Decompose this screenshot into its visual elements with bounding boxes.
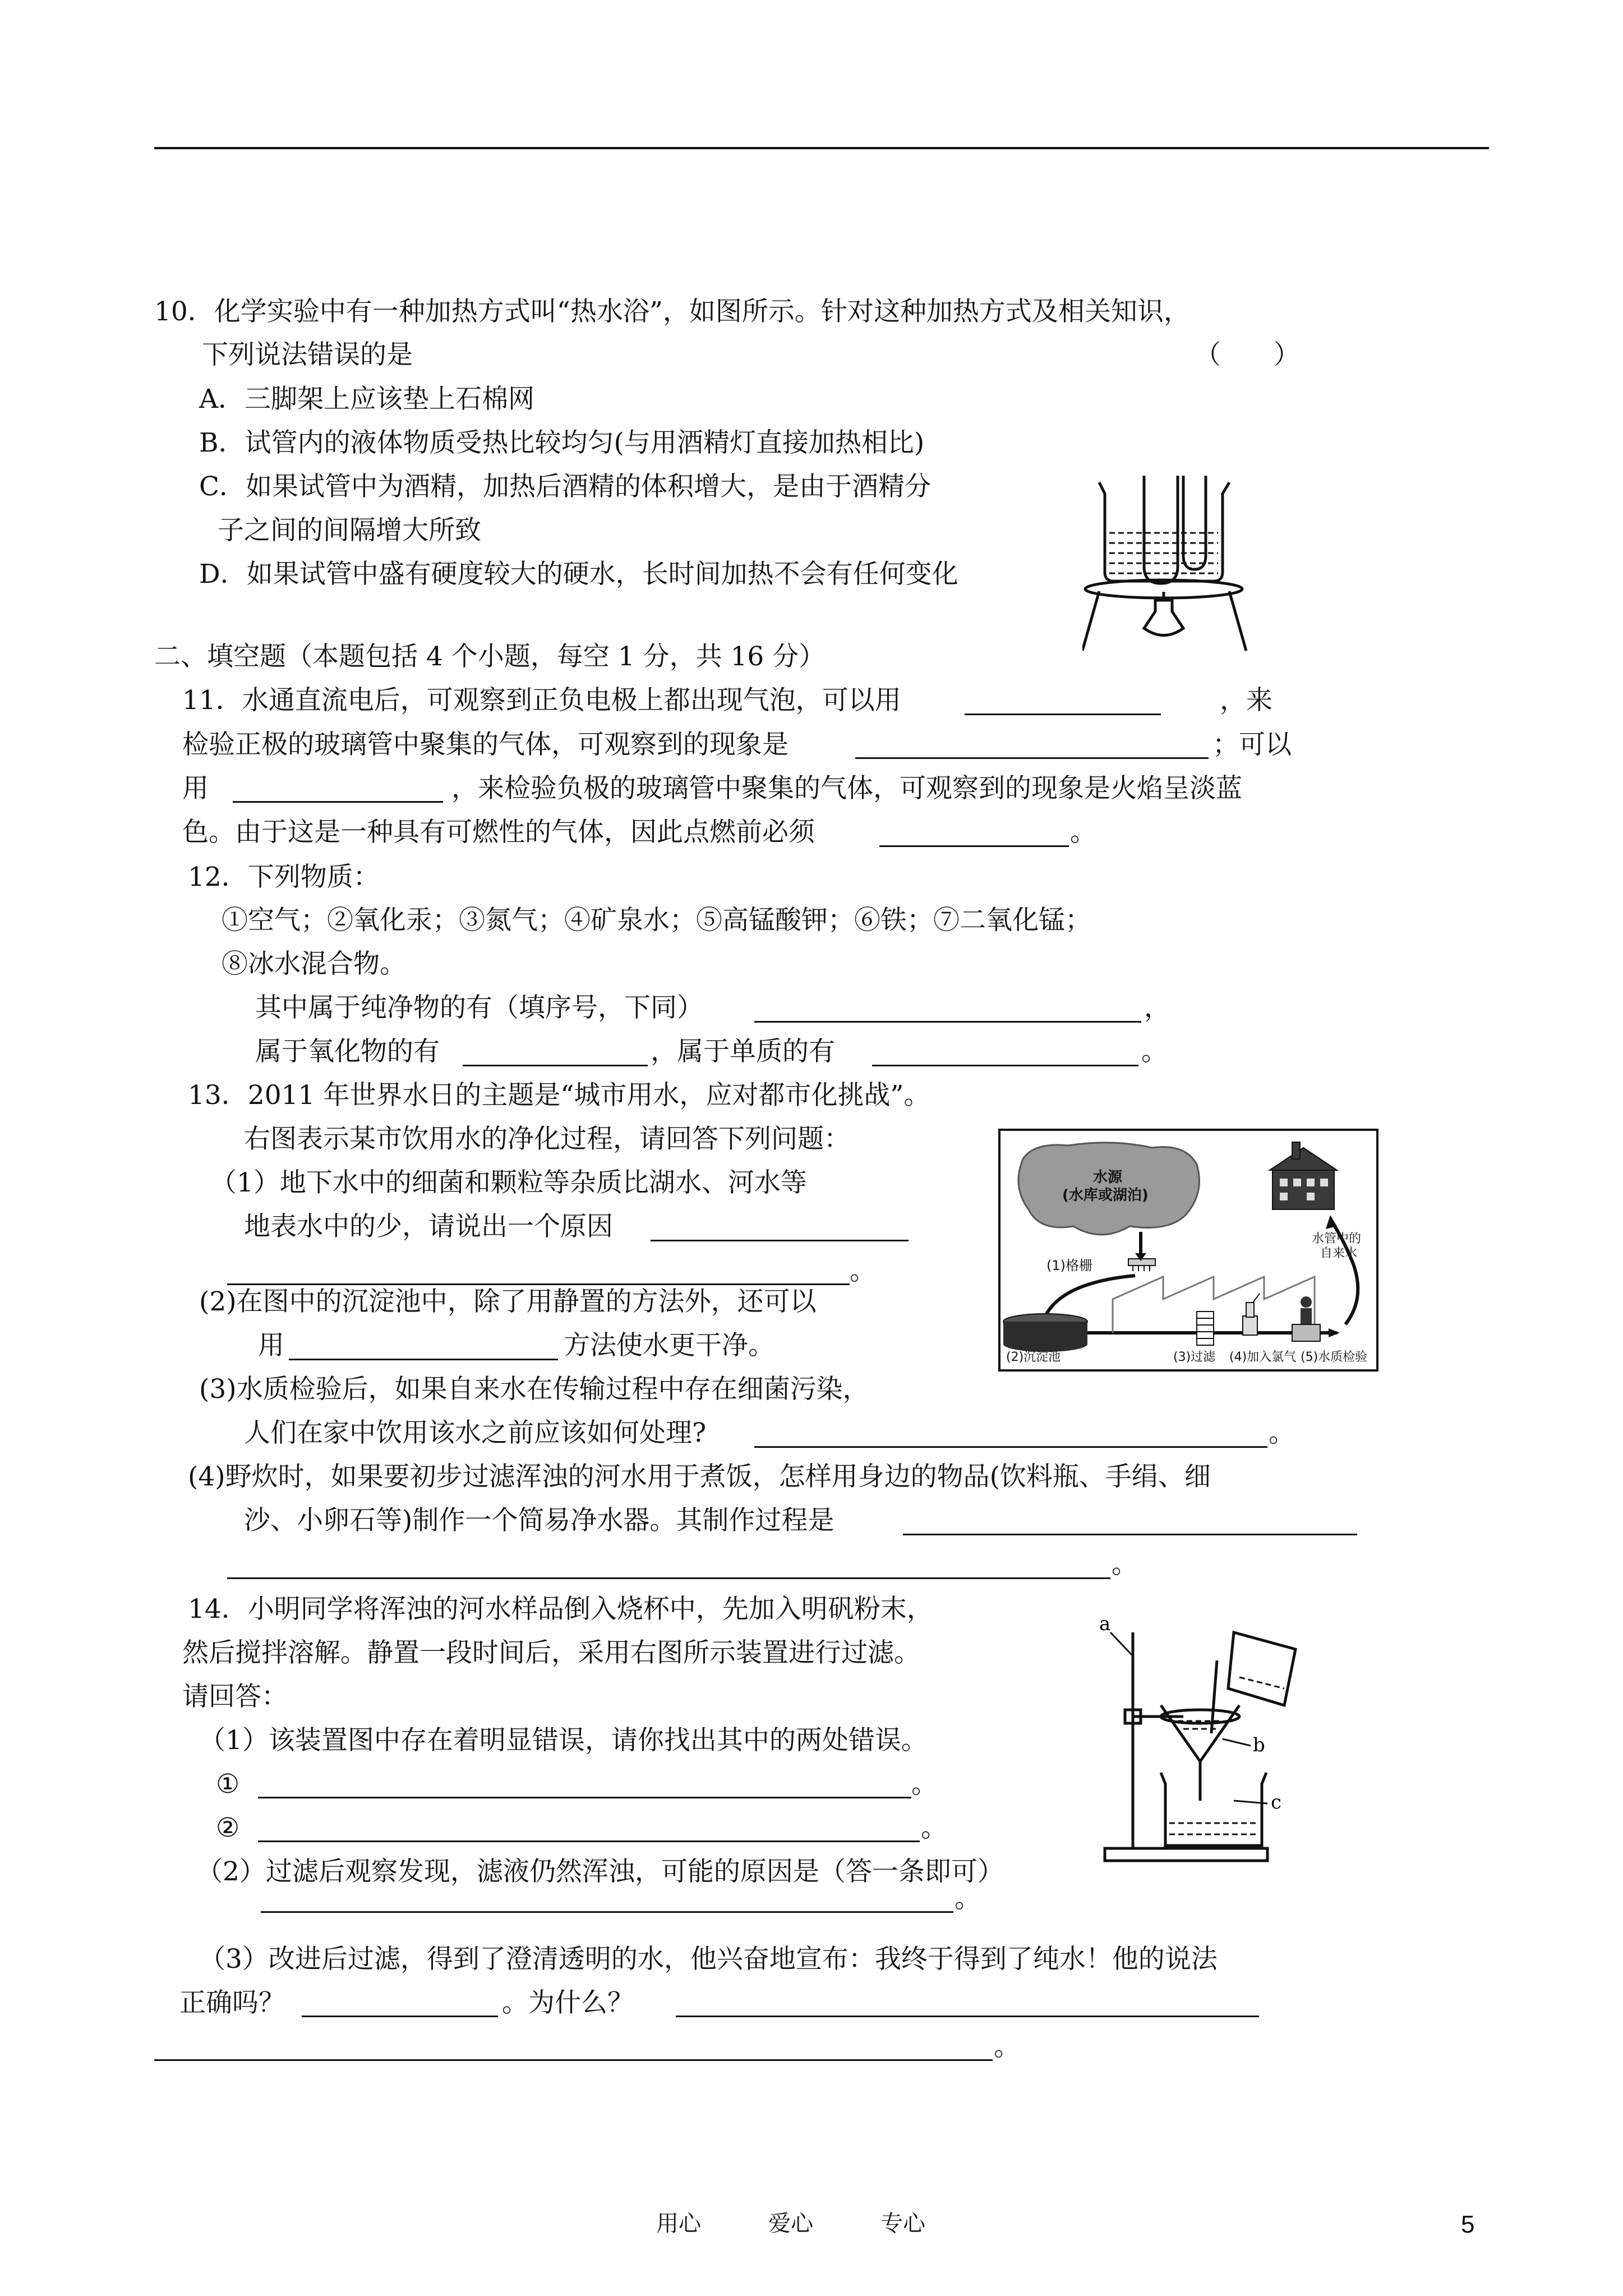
q13-blank-4a[interactable]: [903, 1534, 1357, 1535]
q10-option-c-line1: C．如果试管中为酒精，加热后酒精的体积增大，是由于酒精分: [199, 471, 931, 502]
q11-line3-start: 用: [182, 773, 209, 804]
q14-why: 。为什么？: [502, 1987, 634, 2018]
grate-icon: [1128, 1259, 1155, 1271]
q14-line3: 请回答：: [182, 1681, 288, 1712]
q11-blank-4[interactable]: [879, 845, 1069, 847]
q10-line2: 下列说法错误的是: [202, 339, 413, 370]
fig-label-c: c: [1271, 1791, 1282, 1814]
fig-tap-water-1: 水管中的: [1312, 1232, 1362, 1246]
fig-label-a: a: [1099, 1613, 1111, 1635]
q13-blank-3[interactable]: [754, 1446, 1267, 1448]
q13-blank-4b[interactable]: [227, 1577, 1110, 1579]
q13-part4-line2: 沙、小卵石等)制作一个简易净水器。其制作过程是: [244, 1505, 834, 1536]
q12-pure-question: 其中属于纯净物的有（填序号，下同）: [255, 992, 703, 1023]
q12-oxide-question: 属于氧化物的有: [255, 1036, 440, 1067]
section2-heading: 二、填空题（本题包括 4 个小题，每空 1 分，共 16 分）: [154, 641, 826, 672]
q12-end: 。: [1141, 1036, 1168, 1067]
q11-line1: 11．水通直流电后，可观察到正负电极上都出现气泡，可以用: [182, 685, 901, 716]
q14-marker-1-end: 。: [911, 1769, 938, 1800]
filter-icon: [1197, 1312, 1214, 1345]
q11-blank-3[interactable]: [233, 801, 443, 803]
q12-items-line2: ⑧冰水混合物。: [222, 949, 406, 979]
fig-chlorine-label: (4)加入氯气: [1229, 1350, 1297, 1364]
q14-marker-1: ①: [216, 1769, 240, 1800]
chlorine-bottle-icon: [1243, 1294, 1260, 1335]
q14-part2-end: 。: [955, 1883, 981, 1914]
q13-part3-line1: (3)水质检验后，如果自来水在传输过程中存在细菌污染，: [199, 1374, 869, 1405]
q12-blank-element[interactable]: [872, 1065, 1138, 1066]
fig-settling-label: (2)沉淀池: [1006, 1350, 1061, 1364]
q12-items-line1: ①空气；②氧化汞；③氮气；④矿泉水；⑤高锰酸钾；⑥铁；⑦二氧化锰；: [222, 905, 1091, 936]
q14-line1: 14．小明同学将浑浊的河水样品倒入烧杯中，先加入明矾粉末，: [188, 1594, 933, 1625]
header-rule: [154, 147, 1489, 149]
q10-option-d: D．如果试管中盛有硬度较大的硬水，长时间加热不会有任何变化: [199, 559, 958, 590]
fig-filter-label: (3)过滤: [1173, 1350, 1216, 1364]
q14-part3-line2-start: 正确吗？: [179, 1987, 285, 2018]
q11-blank-2[interactable]: [855, 757, 1209, 759]
q12-element-question: ，属于单质的有: [651, 1036, 835, 1067]
q14-part3-line1: （3）改进后过滤，得到了澄清透明的水，他兴奋地宣布：我终于得到了纯水！他的说法: [199, 1944, 1218, 1975]
q14-marker-2-end: 。: [921, 1812, 947, 1843]
q12-pure-end: ，: [1144, 992, 1170, 1023]
q14-blank-correct[interactable]: [302, 2016, 498, 2017]
footer-word-2: 爱心: [768, 2211, 813, 2237]
q11-line2-end: ；可以: [1212, 729, 1292, 760]
q11-line4-end: 。: [1070, 817, 1096, 848]
q13-part4-line1: (4)野炊时，如果要初步过滤浑浊的河水用于煮饭，怎样用身边的物品(饮料瓶、手绢、细: [188, 1461, 1211, 1492]
fig-test-label: (5)水质检验: [1301, 1350, 1368, 1364]
q11-line2: 检验正极的玻璃管中聚集的气体，可观察到的现象是: [182, 729, 789, 760]
q11-line4: 色。由于这是一种具有可燃性的气体，因此点燃前必须: [182, 817, 815, 848]
q10-answer-paren: （ ）: [1195, 339, 1300, 370]
fig-grate-label: (1)格栅: [1046, 1258, 1092, 1273]
q13-part3-line2: 人们在家中饮用该水之前应该如何处理?: [244, 1418, 707, 1448]
q14-part2: （2）过滤后观察发现，滤液仍然浑浊，可能的原因是（答一条即可）: [196, 1856, 1004, 1887]
q13-part1-end: 。: [850, 1255, 876, 1286]
q12-blank-pure[interactable]: [754, 1021, 1141, 1023]
q13-part2-line2: 方法使水更干净。: [564, 1330, 774, 1361]
q10-line1: 10．化学实验中有一种加热方式叫“热水浴”，如图所示。针对这种加热方式及相关知识，: [154, 296, 1190, 327]
q14-line2: 然后搅拌溶解。静置一段时间后，采用右图所示装置进行过滤。: [182, 1637, 920, 1668]
q11-blank-1[interactable]: [965, 714, 1161, 715]
tester-person-icon: [1292, 1296, 1320, 1341]
footer-word-3: 专心: [880, 2211, 925, 2237]
q10-option-b: B．试管内的液体物质受热比较均匀(与用酒精灯直接加热相比): [199, 427, 925, 458]
fig-label-b: b: [1253, 1734, 1265, 1756]
filtration-apparatus-figure: [1099, 1599, 1324, 1868]
q13-part4-end: 。: [1112, 1549, 1138, 1580]
q13-line2: 右图表示某市饮用水的净化过程，请回答下列问题：: [244, 1124, 850, 1154]
q13-part2-line2-start: 用: [258, 1330, 284, 1361]
q14-blank-why-a[interactable]: [676, 2016, 1259, 2017]
q14-blank-error-2[interactable]: [258, 1841, 920, 1842]
q12-blank-oxide[interactable]: [463, 1065, 648, 1066]
q11-line1-end: ，来: [1220, 685, 1272, 716]
q11-line3: ，来检验负极的玻璃管中聚集的气体，可观察到的现象是火焰呈淡蓝: [451, 773, 1242, 804]
q13-blank-1b[interactable]: [227, 1283, 850, 1285]
q13-part1-line1: （1）地下水中的细菌和颗粒等杂质比湖水、河水等: [210, 1167, 807, 1198]
settling-tank-icon: [1003, 1314, 1087, 1352]
water-bath-figure: [1082, 471, 1262, 656]
page-number: 5: [1461, 2211, 1475, 2238]
fig-tap-water-2: 自来水: [1320, 1246, 1358, 1260]
q10-option-a: A．三脚架上应该垫上石棉网: [199, 384, 534, 415]
q13-part2-line1: (2)在图中的沉淀池中，除了用静置的方法外，还可以: [199, 1286, 817, 1317]
q13-blank-2[interactable]: [289, 1359, 558, 1360]
q14-part3-end: 。: [994, 2031, 1020, 2062]
q14-blank-why-b[interactable]: [154, 2059, 993, 2061]
q14-blank-error-1[interactable]: [258, 1797, 911, 1798]
q10-option-c-line2: 子之间的间隔增大所致: [218, 515, 481, 546]
q14-marker-2: ②: [216, 1812, 240, 1843]
q14-blank-reason[interactable]: [261, 1911, 953, 1913]
water-purification-figure: [998, 1129, 1378, 1372]
fig-water-source-sub: (水库或湖泊): [1062, 1187, 1149, 1204]
q13-part1-line2: 地表水中的少，请说出一个原因: [244, 1211, 613, 1242]
fig-water-source: 水源: [1093, 1169, 1123, 1186]
footer-word-1: 用心: [656, 2211, 701, 2237]
q14-part1: （1）该装置图中存在着明显错误，请你找出其中的两处错误。: [199, 1725, 928, 1756]
q12-head: 12．下列物质：: [188, 862, 380, 892]
q13-part3-end: 。: [1269, 1418, 1295, 1448]
q13-blank-1a[interactable]: [651, 1240, 909, 1241]
q13-line1: 13．2011 年世界水日的主题是“城市用水，应对都市化挑战”。: [188, 1080, 930, 1111]
